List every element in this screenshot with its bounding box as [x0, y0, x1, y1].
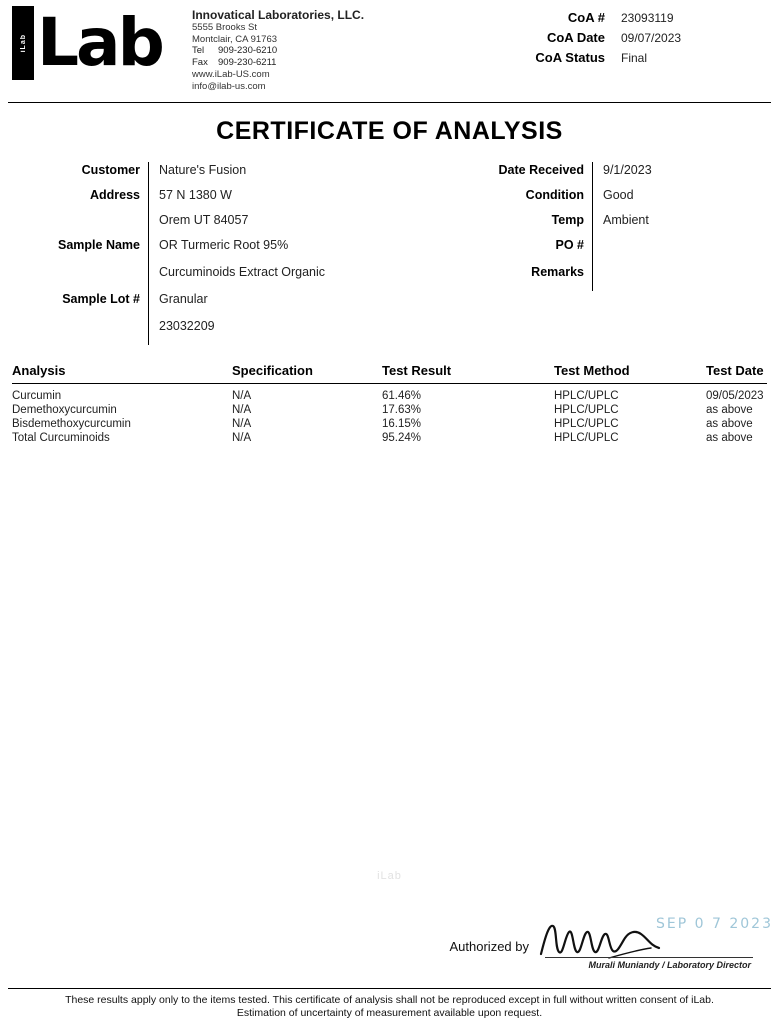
cell-test-result: 61.46%: [382, 390, 422, 402]
coa-status-row: [442, 50, 761, 65]
info-row: [402, 237, 767, 264]
col-test-date: Test Date: [706, 363, 767, 384]
lab-city: Montclair, CA 91763: [192, 33, 278, 45]
document-header: [8, 0, 771, 100]
cell-test-date: as above: [706, 432, 753, 444]
table-row: [12, 384, 767, 404]
lab-website[interactable]: www.iLab-US.com: [192, 69, 270, 80]
customer-label: Customer: [81, 163, 140, 177]
condition-label: Condition: [525, 188, 584, 202]
info-row: [402, 212, 767, 237]
cell-test-method: HPLC/UPLC: [554, 404, 619, 416]
cell-test-result: 16.15%: [382, 418, 422, 430]
results-section: [8, 363, 771, 445]
date-stamp: SEP 0 7 2023: [656, 916, 773, 932]
cell-specification: N/A: [232, 418, 252, 430]
footer-disclaimer-line1: These results apply only to the items tested. This certificate of analysis shall not be reproduced except in full without written consent of iLab.: [65, 994, 714, 1006]
logo-badge-text: iLab: [19, 33, 27, 53]
info-row: [12, 187, 402, 212]
ilab-logo: [12, 6, 192, 80]
col-specification: Specification: [232, 363, 382, 384]
address-line2-label: [12, 212, 148, 213]
sample-name-label: Sample Name: [58, 238, 140, 252]
info-row: [12, 318, 402, 345]
signature-line: [545, 957, 753, 958]
coa-date-value: 09/07/2023: [621, 31, 682, 45]
cell-analysis: Bisdemethoxycurcumin: [12, 418, 131, 430]
cell-test-method: HPLC/UPLC: [554, 432, 619, 444]
sample-lot-line2-label: [12, 318, 148, 319]
coa-number-label: CoA #: [567, 10, 605, 25]
info-row: [12, 212, 402, 237]
info-row: [12, 162, 402, 187]
col-analysis: Analysis: [12, 363, 232, 384]
lab-street: 5555 Brooks St: [192, 22, 257, 33]
lab-tel-label: Tel: [192, 45, 205, 56]
info-row: [12, 291, 402, 318]
coa-date-label: CoA Date: [546, 30, 605, 45]
info-row: [12, 237, 402, 264]
remarks-value: [592, 264, 767, 291]
header-divider: [8, 102, 771, 103]
signature-area: [0, 896, 779, 976]
results-table: [12, 363, 767, 445]
cell-specification: N/A: [232, 390, 252, 402]
cell-analysis: Total Curcuminoids: [12, 432, 110, 444]
cell-analysis: Demethoxycurcumin: [12, 404, 117, 416]
cell-test-result: 95.24%: [382, 432, 422, 444]
sample-lot-value: 23032209: [148, 318, 402, 345]
coa-date-row: [442, 30, 761, 45]
coa-status-value: Final: [621, 51, 648, 65]
lab-fax-value: 909-230-6211: [218, 57, 277, 68]
page-title: CERTIFICATE OF ANALYSIS: [216, 117, 563, 145]
po-number-label: PO #: [555, 238, 584, 252]
cell-test-method: HPLC/UPLC: [554, 390, 619, 402]
receipt-info-column: [402, 162, 767, 345]
lab-fax-row: [192, 57, 442, 69]
lab-address-block: [192, 6, 442, 92]
address-line2-value: Orem UT 84057: [148, 212, 402, 237]
cell-test-date: as above: [706, 418, 753, 430]
document-footer: [0, 988, 779, 1020]
date-received-value: 9/1/2023: [592, 162, 767, 187]
signature-mark: [539, 918, 669, 962]
authorized-by-label: Authorized by: [449, 939, 529, 954]
col-test-result: Test Result: [382, 363, 554, 384]
remarks-label: Remarks: [531, 265, 584, 279]
lab-tel-row: [192, 45, 442, 57]
temp-value: Ambient: [592, 212, 767, 237]
lab-fax-label: Fax: [192, 57, 208, 68]
cell-analysis: Curcumin: [12, 390, 62, 402]
footer-divider: [8, 988, 771, 989]
condition-value: Good: [592, 187, 767, 212]
info-row: [402, 264, 767, 291]
col-test-method: Test Method: [554, 363, 706, 384]
cell-specification: N/A: [232, 432, 252, 444]
lab-company-name: Innovatical Laboratories, LLC.: [192, 8, 365, 22]
cell-specification: N/A: [232, 404, 252, 416]
sample-name-line2-label: [12, 264, 148, 265]
customer-info-column: [12, 162, 402, 345]
cell-test-method: HPLC/UPLC: [554, 418, 619, 430]
cell-test-result: 17.63%: [382, 404, 422, 416]
address-line1-value: 57 N 1380 W: [148, 187, 402, 212]
logo-badge-icon: [12, 6, 34, 80]
sample-lot-label: Sample Lot #: [62, 292, 140, 306]
po-number-value: [592, 237, 767, 264]
table-row: [12, 417, 767, 431]
coa-number-row: [442, 10, 761, 25]
info-row: [402, 162, 767, 187]
info-row: [402, 187, 767, 212]
coa-status-label: CoA Status: [535, 50, 605, 65]
coa-meta-block: [442, 6, 767, 65]
sample-name-line2-value: Curcuminoids Extract Organic: [148, 264, 402, 291]
sample-form-value: Granular: [148, 291, 402, 318]
lab-email[interactable]: info@ilab-us.com: [192, 80, 266, 92]
cell-test-date: as above: [706, 404, 753, 416]
table-row: [12, 403, 767, 417]
info-row: [12, 264, 402, 291]
date-received-label: Date Received: [498, 163, 584, 177]
customer-value: Nature's Fusion: [148, 162, 402, 187]
temp-label: Temp: [551, 213, 584, 227]
sample-info-area: [8, 162, 771, 345]
address-label: Address: [89, 188, 140, 202]
cell-test-date: 09/05/2023: [706, 390, 764, 402]
table-header-row: [12, 363, 767, 384]
lab-tel-value: 909-230-6210: [218, 45, 278, 56]
sample-name-value: OR Turmeric Root 95%: [148, 237, 402, 264]
table-row: [12, 431, 767, 445]
watermark: iLab: [377, 870, 402, 882]
footer-disclaimer-line2: Estimation of uncertainty of measurement available upon request.: [236, 1007, 543, 1019]
logo-wordmark: Lab: [37, 4, 162, 81]
coa-number-value: 23093119: [621, 11, 674, 25]
signer-name-title: Murali Muniandy / Laboratory Director: [588, 960, 751, 970]
